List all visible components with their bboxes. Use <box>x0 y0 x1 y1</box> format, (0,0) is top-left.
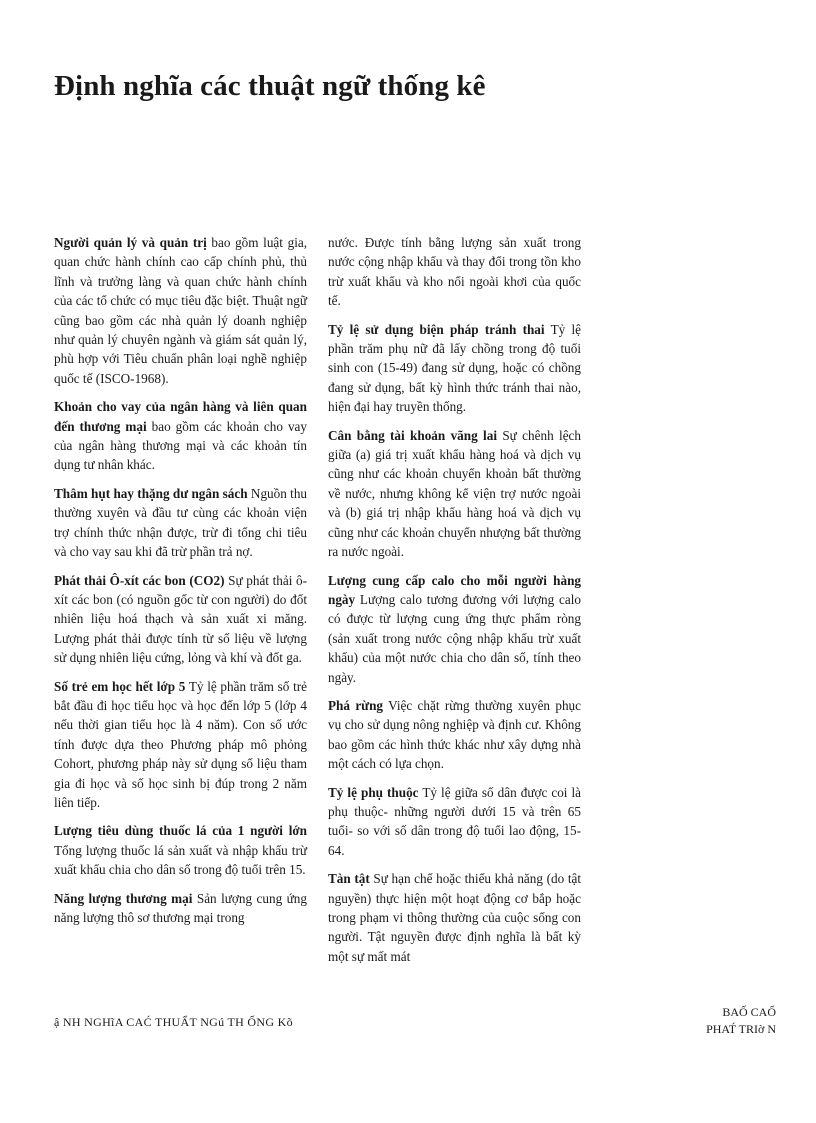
definition-entry <box>54 571 307 668</box>
definition-entry <box>328 783 581 861</box>
definition-term: Cân bằng tài khoản vãng lai <box>328 427 497 443</box>
running-footer-report <box>636 1004 776 1038</box>
definition-text: Lượng calo tương đương với lượng calo có được từ lượng cung ứng thực phẩm ròng (sản xuất trong nước cộng nhập khẩu trừ xuất khẩu) của một nước chia cho dân số, tính theo ngày. <box>328 591 581 685</box>
definition-text: Sự chênh lệch giữa (a) giá trị xuất khẩu hàng hoá và dịch vụ cũng như các khoản chuyển khoản bất thường về nước, nhưng không kể viện trợ nước ngoài và (b) giá trị nhập khẩu hàng hoá và dịch vụ cũng như các khoản chuyển nhượng bất thường ra nước ngoài. <box>328 427 581 560</box>
definition-entry <box>54 677 307 813</box>
definition-term: Thâm hụt hay thặng dư ngân sách <box>54 485 248 501</box>
definition-term: Tỷ lệ sử dụng biện pháp tránh thai <box>328 321 545 337</box>
definition-entry <box>54 233 307 388</box>
running-footer-section: ậ NH NGHĩA CAĆ THUẨT NGú TH ỐNG Kõ <box>54 1015 293 1029</box>
definition-entry <box>54 484 307 562</box>
definition-text: bao gồm luật gia, quan chức hành chính cao cấp chính phủ, thủ lĩnh và trưởng làng và quan chức hành chính của các tổ chức có mục tiêu đặc biệt. Thuật ngữ cũng bao gồm các nhà quản lý doanh nghiệp như quản lý chuyên ngành và giám sát quản lý, phù hợp với Tiêu chuẩn phân loại nghề nghiệp quốc tế (ISCO-1968). <box>54 235 308 386</box>
definition-text: bao gồm các khoản cho vay của ngân hàng thương mại và các khoản tín dụng tư nhân khác. <box>54 418 307 473</box>
definition-entry <box>328 869 581 966</box>
definition-entry <box>328 233 581 311</box>
definition-text: nước. Được tính bằng lượng sản xuất trong nước cộng nhập khẩu và thay đổi trong tồn kho trừ xuất khẩu và kho nổi ngoài khơi của quốc tế. <box>328 235 581 309</box>
definition-term: Người quản lý và quản trị <box>54 235 207 250</box>
definition-text: Tổng lượng thuốc lá sản xuất và nhập khẩu trừ xuất khẩu chia cho dân số trong độ tuổi trên 15. <box>54 842 307 878</box>
definition-text: Việc chặt rừng thường xuyên phục vụ cho sử dụng nông nghiệp và định cư. Không bao gồm các hình thức khác như xây dựng nhà một cách có lựa chọn. <box>328 697 581 772</box>
definition-text: Tỷ lệ giữa số dân được coi là phụ thuộc- những người dưới 15 và trên 65 tuổi- so với số dân trong độ tuổi lao động, 15-64. <box>328 784 582 858</box>
right-column <box>328 233 581 975</box>
definition-term: Tỷ lệ phụ thuộc <box>328 784 419 800</box>
definition-entry <box>54 397 307 475</box>
definition-term: Năng lượng thương mại <box>54 890 193 906</box>
definition-term: Lượng tiêu dùng thuốc lá của 1 người lớn <box>54 823 307 839</box>
definition-text: Tỷ lệ phần trăm phụ nữ đã lấy chồng trong độ tuổi sinh con (15-49) đang sử dụng, hoặc có chồng đang sử dụng, bất kỳ hình thức tránh thai nào, hiện đại hay truyền thống. <box>328 321 581 415</box>
definition-term: Khoản cho vay của ngân hàng và liên quan đến thương mại <box>54 399 307 434</box>
definition-entry <box>328 426 581 562</box>
definition-text: Sự phát thải ô-xít các bon (có nguồn gốc từ con người) do đốt nhiên liệu hoá thạch và sản xuất xi măng. Lượng phát thải được tính từ số liệu về lượng sử dụng nhiên liệu cứng, lỏng và khí và đốt ga. <box>54 572 307 666</box>
definition-term: Tàn tật <box>328 871 370 887</box>
definition-entry <box>54 889 307 928</box>
left-column <box>54 233 307 936</box>
footer-report-line: BAỐ CAỐ <box>722 1005 776 1019</box>
definition-term: Lượng cung cấp calo cho mỗi người hàng ngày <box>328 572 581 607</box>
definition-text: Tỷ lệ phần trăm số trẻ bắt đầu đi học tiểu học và học đến lớp 5 (lớp 4 nếu thời gian tiểu học là 4 năm). Con số ước tính được dựa theo Phương pháp mô phỏng Cohort, phương pháp này sử dụng số liệu tham gia đi học và số học sinh bị đúp trong 2 năm liên tiếp. <box>54 678 307 810</box>
definition-text: Nguồn thu thường xuyên và đầu tư cùng các khoản viện trợ chính thức nhận được, trừ đi tổng chi tiêu và cho vay sau khi đã trừ phần trả nợ. <box>54 485 307 560</box>
definition-text: Sản lượng cung ứng năng lượng thô sơ thương mại trong <box>54 890 307 925</box>
definition-entry <box>54 821 307 879</box>
definition-term: Số trẻ em học hết lớp 5 <box>54 678 186 694</box>
definition-entry <box>328 696 581 774</box>
definition-entry <box>328 571 581 687</box>
footer-report-line: PHAT́ TRIờ N <box>706 1022 776 1036</box>
definition-entry <box>328 320 581 417</box>
definition-term: Phát thải Ô-xít các bon (CO2) <box>54 572 225 588</box>
definition-text: Sự hạn chế hoặc thiếu khả năng (do tật nguyền) thực hiện một hoạt động cơ bắp hoặc trong phạm vi thông thường của cuộc sống con người. Tật nguyền được định nghĩa là bất kỳ một sự mất mát <box>328 871 581 964</box>
page-title: Định nghĩa các thuật ngữ thống kê <box>54 70 486 102</box>
definition-term: Phá rừng <box>328 697 384 713</box>
